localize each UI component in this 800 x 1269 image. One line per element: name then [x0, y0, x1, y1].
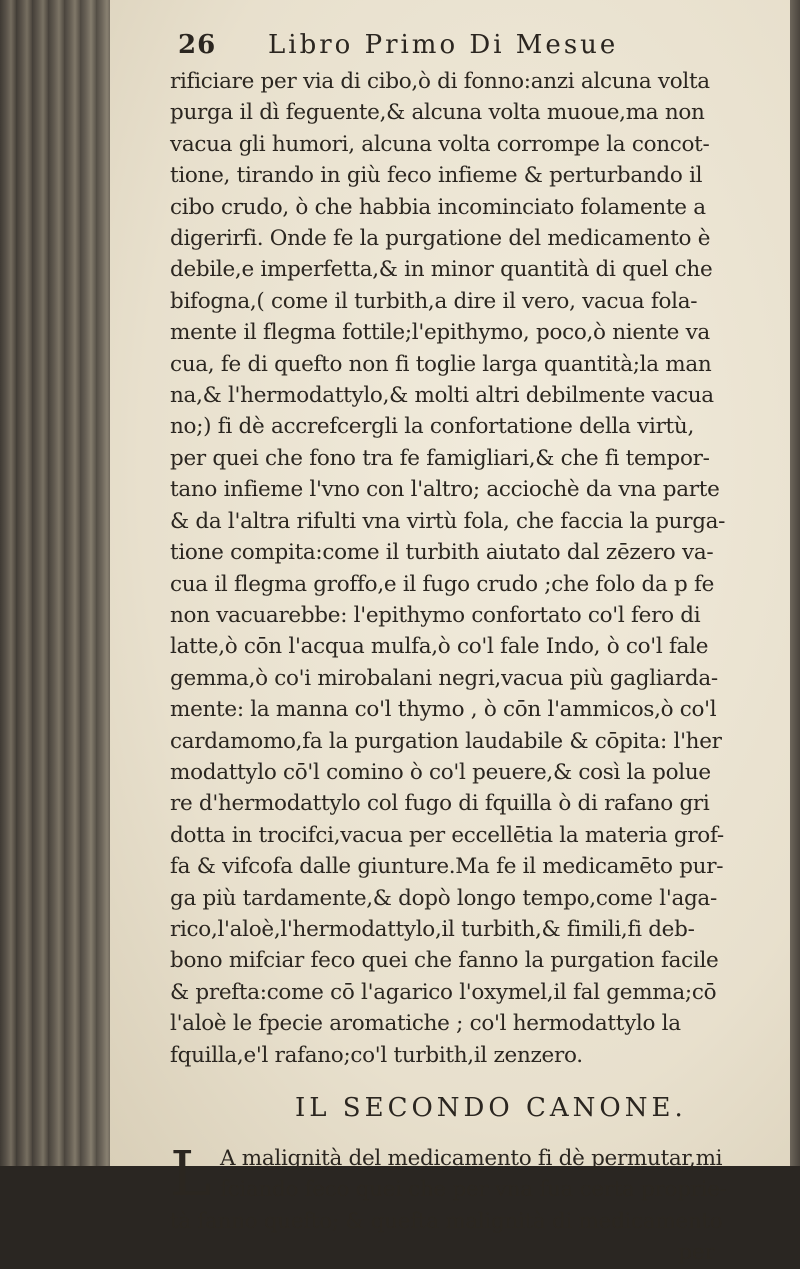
text-line: tione, tirando in giù feco infieme & perturbando il — [170, 163, 703, 189]
running-title: Libro Primo Di Mesue — [268, 30, 619, 60]
text-line: ga più tardamente,& dopò longo tempo,come l'aga- — [170, 885, 717, 911]
text-line: & da l'altra rifulti vna virtù fola, che faccia la purga- — [170, 508, 726, 534]
text-line: cua, fe di quefto non fi toglie larga quantità;la man — [170, 351, 712, 377]
text-line: tione compita:come il turbith aiutato dal zēzero va- — [170, 540, 714, 566]
text-line: mente il flegma fottile;l'epithymo, poco,ò niente va — [170, 320, 710, 346]
text-line: purga il dì feguente,& alcuna volta muoue,ma non — [170, 100, 705, 126]
text-line: fquilla,e'l rafano;co'l turbith,il zenzero. — [170, 1042, 583, 1068]
text-line: mente: la manna co'l thymo , ò cōn l'ammicos,ò co'l — [170, 697, 717, 723]
catchword: per — [678, 1240, 715, 1266]
text-line: modattylo cō'l comino ò co'l peuere,& così la polue — [170, 759, 711, 785]
text-line: re d'hermodattylo col fugo di fquilla ò di rafano gri — [170, 791, 710, 817]
text-line: vacua gli humori, alcuna volta corrompe la concot- — [170, 131, 710, 157]
text-line: per quei che fono tra fe famigliari,& che fi tempor- — [170, 445, 710, 471]
text-line: latte,ò cōn l'acqua mulfa,ò co'l fale Indo, ò co'l fale — [170, 634, 709, 660]
text-line: bono mifciar feco quei che fanno la purgation facile — [170, 948, 719, 974]
text-line: non vacuarebbe: l'epithymo confortato co'l fero di — [170, 602, 701, 628]
closing-line: tà fanno quefto; & quefta malignità di medicamento — [170, 1208, 723, 1234]
text-line: debile,e imperfetta,& in minor quantità di quel che — [170, 257, 713, 283]
text-line: no;) fi dè accrefcergli la confortatione della virtù, — [170, 414, 694, 440]
text-line: rico,l'aloè,l'hermodattylo,il turbith,& fimili,fi deb- — [170, 916, 695, 942]
section-opening-lines — [220, 1143, 727, 1206]
text-line: na,& l'hermodattylo,& molti altri debilmente vacua — [170, 383, 714, 409]
text-line: cua il flegma groffo,e il fugo crudo ;che folo da p fe — [170, 571, 715, 597]
text-line: cardamomo,fa la purgation laudabile & cōpita: l'her — [170, 728, 722, 754]
text-line: tano infieme l'vno con l'altro; acciochè da vna parte — [170, 477, 720, 503]
page-header — [178, 30, 770, 66]
binding-edge — [0, 0, 110, 1166]
page-text — [170, 30, 770, 1269]
text-line: digerirfi. Onde fe la purgatione del medicamento è — [170, 226, 711, 252]
section-opening — [170, 1137, 770, 1210]
text-line: rificiare per via di cibo,ò di fonno:anzi alcuna volta — [170, 69, 710, 94]
folio-number: 26 — [178, 30, 217, 60]
text-line: fa & vifcofa dalle giunture.Ma fe il medicamēto pur- — [170, 854, 724, 880]
section-title: IL SECONDO CANONE. — [295, 1093, 687, 1123]
text-line: bifogna,( come il turbith,a dire il vero, vacua fola- — [170, 288, 698, 314]
body-paragraph — [170, 66, 770, 1071]
text-line: l'aloè le fpecie aromatiche ; co'l hermodattylo la — [170, 1011, 681, 1037]
text-line: & prefta:come cō l'agarico l'oxymel,il fal gemma;cō — [170, 979, 717, 1005]
text-line: cibo crudo, ò che habbia incominciato folamente a — [170, 194, 706, 220]
drop-cap-initial: L — [170, 1137, 212, 1210]
section-text-line: fciando feco quei che per vna fua certa proprie- — [220, 1177, 727, 1203]
text-line: gemma,ò co'i mirobalani negri,vacua più gagliarda- — [170, 665, 718, 691]
text-line: dotta in trocifci,vacua per eccellētia la materia grof- — [170, 822, 724, 848]
section-text-line: A malignità del medicamento fi dè permutar,mi — [220, 1146, 723, 1171]
